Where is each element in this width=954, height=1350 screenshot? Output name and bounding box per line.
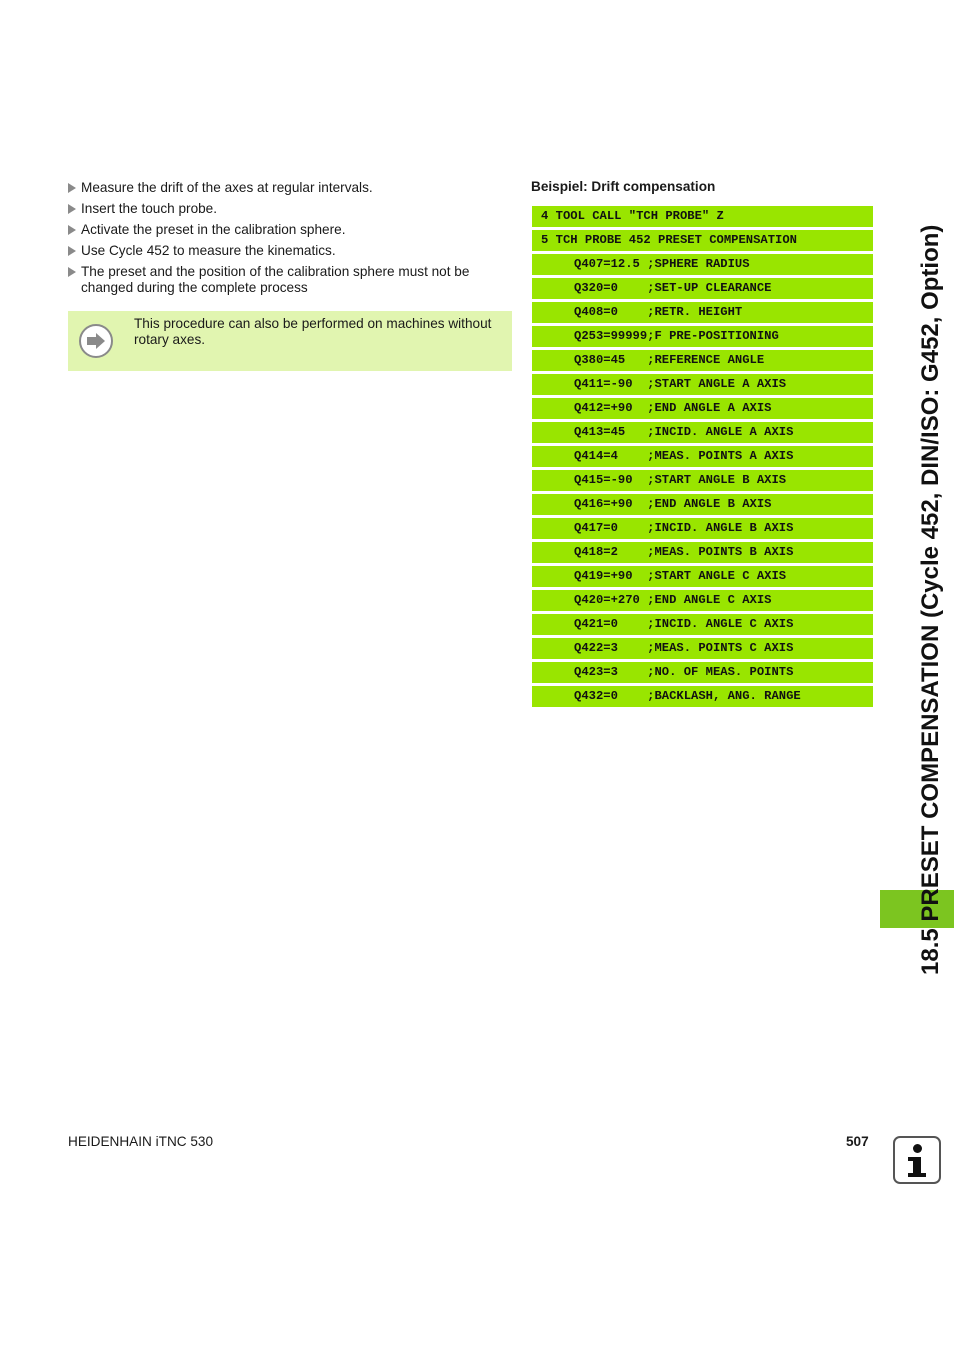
step-text: Use Cycle 452 to measure the kinematics. xyxy=(81,243,336,258)
step-text: Activate the preset in the calibration sphere. xyxy=(81,222,346,237)
bullet-triangle-icon xyxy=(68,267,76,277)
nc-param-line: Q421=0 ;INCID. ANGLE C AXIS xyxy=(532,614,873,635)
nc-param-line: Q419=+90 ;START ANGLE C AXIS xyxy=(532,566,873,587)
step-text: The preset and the position of the calibration sphere must not be changed during the complete process xyxy=(81,264,470,295)
step-item xyxy=(67,180,507,196)
step-item xyxy=(67,201,507,217)
nc-param-line: Q422=3 ;MEAS. POINTS C AXIS xyxy=(532,638,873,659)
example-title: Beispiel: Drift compensation xyxy=(531,179,716,194)
arrow-right-icon xyxy=(79,324,113,358)
nc-param-line: Q418=2 ;MEAS. POINTS B AXIS xyxy=(532,542,873,563)
step-text: Insert the touch probe. xyxy=(81,201,218,216)
nc-param-line: Q408=0 ;RETR. HEIGHT xyxy=(532,302,873,323)
nc-block-line: 5 TCH PROBE 452 PRESET COMPENSATION xyxy=(532,230,873,251)
nc-param-line: Q420=+270 ;END ANGLE C AXIS xyxy=(532,590,873,611)
bullet-triangle-icon xyxy=(68,183,76,193)
procedure-steps xyxy=(67,180,507,301)
nc-param-line: Q416=+90 ;END ANGLE B AXIS xyxy=(532,494,873,515)
nc-program xyxy=(532,206,873,710)
page-number: 507 xyxy=(846,1134,869,1149)
step-item xyxy=(67,243,507,259)
note-box xyxy=(68,311,512,371)
step-item xyxy=(67,222,507,238)
step-text: Measure the drift of the axes at regular intervals. xyxy=(81,180,373,195)
bullet-triangle-icon xyxy=(68,225,76,235)
note-text: This procedure can also be performed on machines without rotary axes. xyxy=(134,316,492,347)
footer-manual-name: HEIDENHAIN iTNC 530 xyxy=(68,1134,214,1149)
nc-param-line: Q423=3 ;NO. OF MEAS. POINTS xyxy=(532,662,873,683)
section-title: 18.5 PRESET COMPENSATION (Cycle 452, DIN/ISO: G452, Option) xyxy=(917,224,944,975)
nc-param-line: Q411=-90 ;START ANGLE A AXIS xyxy=(532,374,873,395)
nc-block-line: 4 TOOL CALL "TCH PROBE" Z xyxy=(532,206,873,227)
nc-param-line: Q415=-90 ;START ANGLE B AXIS xyxy=(532,470,873,491)
bullet-triangle-icon xyxy=(68,246,76,256)
nc-param-line: Q253=99999;F PRE-POSITIONING xyxy=(532,326,873,347)
info-icon xyxy=(893,1136,941,1184)
nc-param-line: Q380=45 ;REFERENCE ANGLE xyxy=(532,350,873,371)
nc-param-line: Q417=0 ;INCID. ANGLE B AXIS xyxy=(532,518,873,539)
nc-param-line: Q412=+90 ;END ANGLE A AXIS xyxy=(532,398,873,419)
nc-param-line: Q414=4 ;MEAS. POINTS A AXIS xyxy=(532,446,873,467)
step-item xyxy=(67,264,507,296)
nc-param-line: Q407=12.5 ;SPHERE RADIUS xyxy=(532,254,873,275)
bullet-triangle-icon xyxy=(68,204,76,214)
nc-param-line: Q320=0 ;SET-UP CLEARANCE xyxy=(532,278,873,299)
nc-param-line: Q413=45 ;INCID. ANGLE A AXIS xyxy=(532,422,873,443)
nc-param-line: Q432=0 ;BACKLASH, ANG. RANGE xyxy=(532,686,873,707)
